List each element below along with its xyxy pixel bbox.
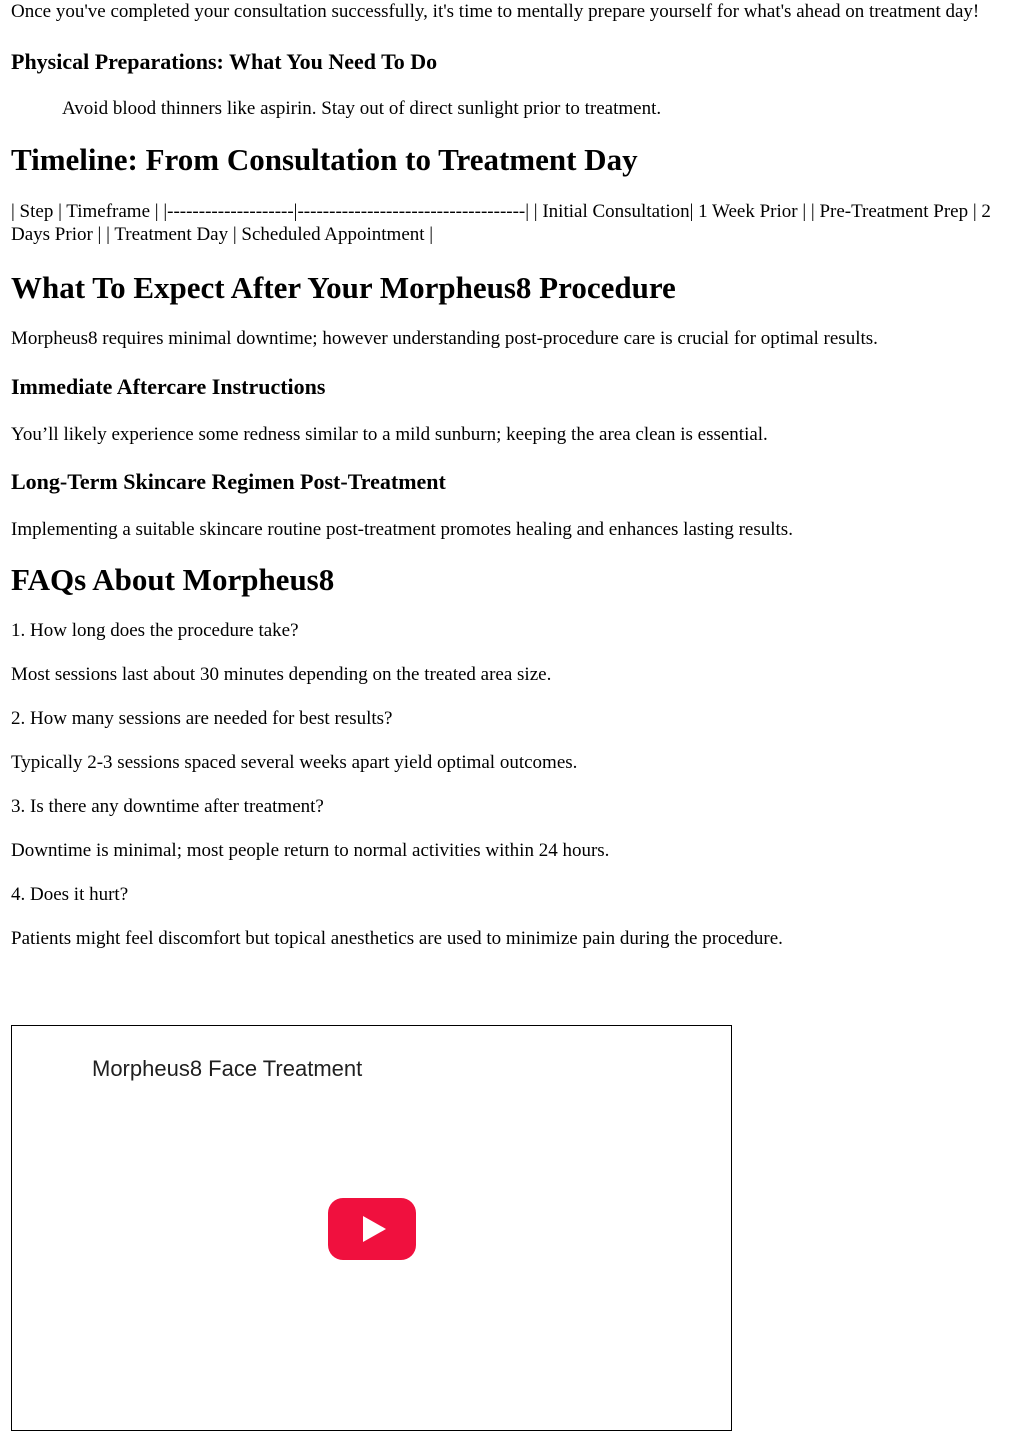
faq-question: 4. Does it hurt? <box>11 884 129 905</box>
faq-list <box>11 619 1011 950</box>
what-to-expect-heading: What To Expect After Your Morpheus8 Procedure <box>11 270 676 305</box>
long-term-skincare-heading: Long-Term Skincare Regimen Post-Treatment <box>11 469 446 494</box>
faq-question: 2. How many sessions are needed for best results? <box>11 708 393 729</box>
faq-answer: Patients might feel discomfort but topical anesthetics are used to minimize pain during the procedure. <box>11 928 783 949</box>
physical-preparations-heading: Physical Preparations: What You Need To Do <box>11 49 438 74</box>
video-embed[interactable] <box>11 1025 732 1431</box>
long-term-skincare-text: Implementing a suitable skincare routine post-treatment promotes healing and enhances lasting results. <box>11 519 793 540</box>
play-button-graphic <box>328 1198 416 1260</box>
faq-question: 1. How long does the procedure take? <box>11 620 299 641</box>
faq-answer: Typically 2-3 sessions spaced several weeks apart yield optimal outcomes. <box>11 752 578 773</box>
intro-paragraph: Once you've completed your consultation successfully, it's time to mentally prepare yourself for what's ahead on treatment day! <box>11 1 980 22</box>
immediate-aftercare-heading: Immediate Aftercare Instructions <box>11 374 326 399</box>
timeline-heading: Timeline: From Consultation to Treatment Day <box>11 142 638 177</box>
faq-question: 3. Is there any downtime after treatment? <box>11 796 324 817</box>
timeline-table-text: | Step | Timeframe | |--------------------|------------------------------------| | Initial Consultation| 1 Week Prior | | Pre-Treatment Prep | 2 Days Prior | | Treatment Day | Scheduled Appointment | <box>11 201 991 245</box>
faq-answer: Downtime is minimal; most people return to normal activities within 24 hours. <box>11 840 610 861</box>
physical-preparations-text: Avoid blood thinners like aspirin. Stay out of direct sunlight prior to treatment. <box>62 98 662 119</box>
faq-answer: Most sessions last about 30 minutes depending on the treated area size. <box>11 664 552 685</box>
article-content <box>11 0 1011 971</box>
video-title[interactable]: Morpheus8 Face Treatment <box>92 1056 363 1081</box>
immediate-aftercare-text: You’ll likely experience some redness similar to a mild sunburn; keeping the area clean is essential. <box>11 424 768 445</box>
what-to-expect-text: Morpheus8 requires minimal downtime; however understanding post-procedure care is crucial for optimal results. <box>11 328 878 349</box>
faq-heading: FAQs About Morpheus8 <box>11 562 335 597</box>
youtube-play-icon[interactable] <box>328 1198 416 1260</box>
